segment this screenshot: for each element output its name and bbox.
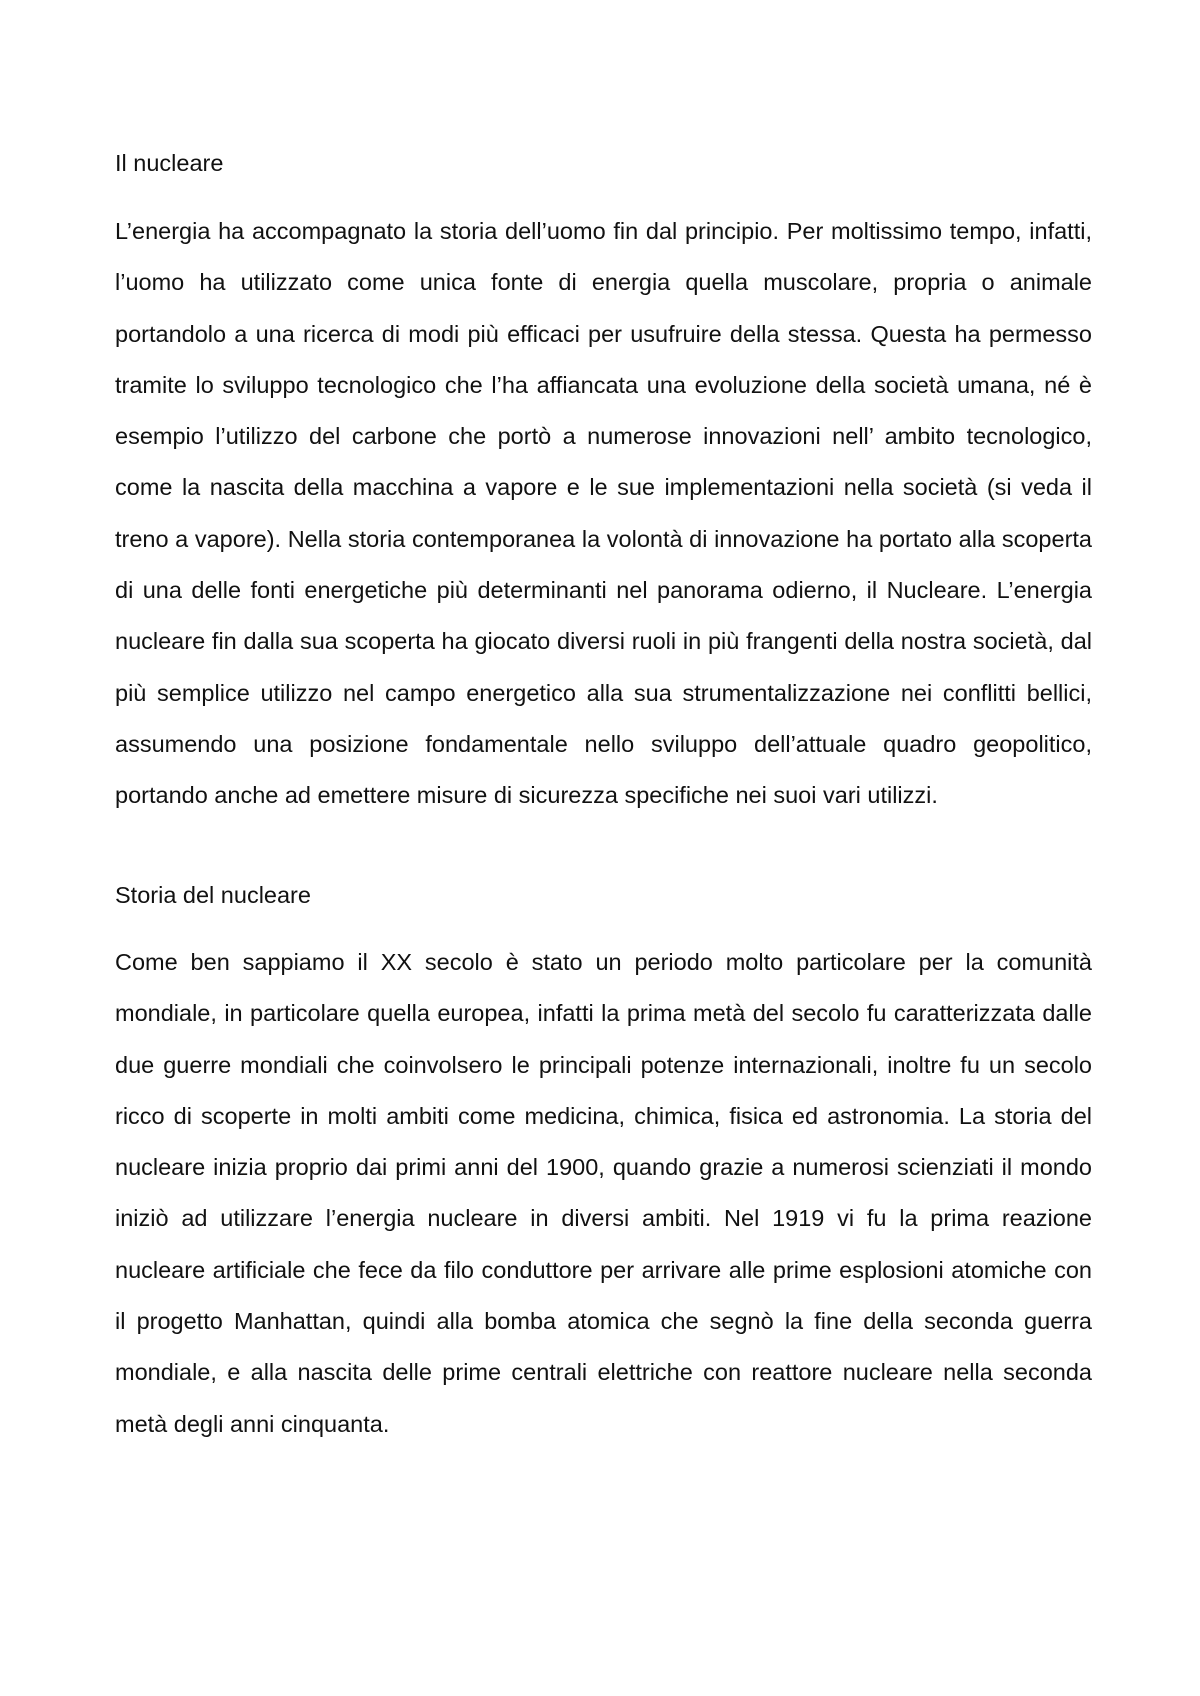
intro-paragraph: L’energia ha accompagnato la storia dell’uomo fin dal principio. Per moltissimo tempo, infatti, l’uomo ha utilizzato come unica fonte di energia quella muscolare, propria o animale portandolo a una ricerca di modi più efficaci per usufruire della stessa. Questa ha permesso tramite lo sviluppo tecnologico che l’ha affiancata una evoluzione della società umana, né è esempio l’utilizzo del carbone che portò a numerose innovazioni nell’ ambito tecnologico, come la nascita della macchina a vapore e le sue implementazioni nella società (si veda il treno a vapore). Nella storia contemporanea la volontà di innovazione ha portato alla scoperta di una delle fonti energetiche più determinanti nel panorama odierno, il Nucleare. L’energia nucleare fin dalla sua scoperta ha giocato diversi ruoli in più frangenti della nostra società, dal più semplice utilizzo nel campo energetico alla sua strumentalizzazione nei conflitti bellici, assumendo una posizione fondamentale nello sviluppo dell’attuale quadro geopolitico, portando anche ad emettere misure di sicurezza specifiche nei suoi vari utilizzi. xyxy=(115,218,1092,809)
history-paragraph: Come ben sappiamo il XX secolo è stato un periodo molto particolare per la comunità mondiale, in particolare quella europea, infatti la prima metà del secolo fu caratterizzata dalle due guerre mondiali che coinvolsero le principali potenze internazionali, inoltre fu un secolo ricco di scoperte in molti ambiti come medicina, chimica, fisica ed astronomia. La storia del nucleare inizia proprio dai primi anni del 1900, quando grazie a numerosi scienziati il mondo iniziò ad utilizzare l’energia nucleare in diversi ambiti. Nel 1919 vi fu la prima reazione nucleare artificiale che fece da filo conduttore per arrivare alle prime esplosioni atomiche con il progetto Manhattan, quindi alla bomba atomica che segnò la fine della seconda guerra mondiale, e alla nascita delle prime centrali elettriche con reattore nucleare nella seconda metà degli anni cinquanta. xyxy=(115,949,1092,1437)
document-title: Il nucleare xyxy=(115,150,224,176)
section-title: Storia del nucleare xyxy=(115,882,311,908)
document-page xyxy=(115,0,1092,1696)
